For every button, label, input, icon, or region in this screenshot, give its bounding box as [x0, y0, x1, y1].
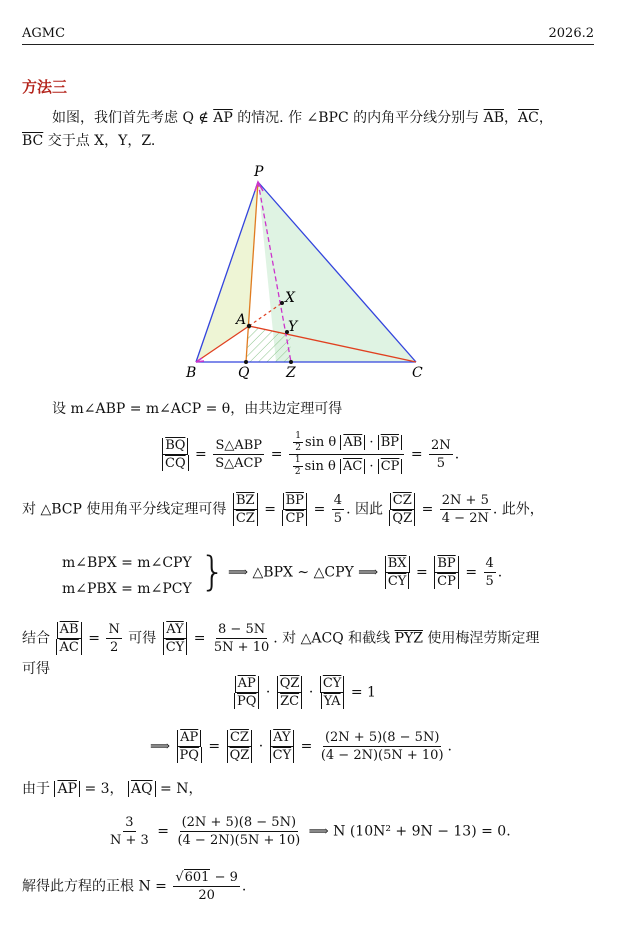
- header-right: 2026.2: [548, 26, 594, 41]
- step1-text: 设 m∠ABP = m∠ACP = θ，由共边定理可得: [52, 401, 343, 417]
- segment-ac: $\overline{AC}$: [518, 110, 539, 126]
- label-b: B: [186, 365, 197, 381]
- point-q: [244, 360, 248, 364]
- point-x: [280, 301, 284, 305]
- fraction-bq-cq: $\frac{\overline{BQ}}{CQ}$: [162, 438, 189, 471]
- fraction-area: $\frac{\text{S△ABP}}{\text{S△ACP}}$: [215, 438, 263, 471]
- intro-text: 如图，我们首先考虑 Q ∉: [52, 110, 209, 126]
- step4-line: 结合 $\frac{\overline{AB}}{AC}$ = $\frac{N}{2}$ 可得 $\frac{\overline{AY}}{CY}$ = $\frac{8 - 5N}{5N + 10}$ . 对 △ACQ 和截线 $\overline{PYZ}$ 使用梅涅劳斯定理: [22, 622, 540, 655]
- label-z: Z: [286, 365, 296, 381]
- step6-line: 由于 $\overline{AP} = 3$， $\overline{AQ} = N$，: [22, 781, 203, 797]
- brace-icon: }: [200, 549, 226, 595]
- point-z: [289, 360, 293, 364]
- page-header: [22, 26, 594, 45]
- label-x: X: [285, 290, 295, 306]
- conclusion: 解得此方程的正根 N = $\frac{√601 - 9}{20}$ .: [22, 870, 247, 903]
- step4-line-2: 可得: [22, 661, 50, 677]
- point-a: [247, 324, 251, 328]
- segment-ap: $\overline{AP}$: [213, 110, 233, 126]
- intro-line-2: [22, 132, 155, 150]
- fraction-result: $\frac{2N}{5}$: [431, 438, 451, 471]
- label-q: Q: [238, 365, 250, 381]
- geometry-figure: [180, 160, 440, 385]
- label-c: C: [412, 365, 423, 381]
- step3-system: m∠BPX = m∠CPY m∠PBX = m∠PCY: [62, 555, 192, 597]
- intro-text: 的情况. 作 ∠BPC 的内角平分线分别与: [237, 110, 480, 126]
- label-p: P: [254, 164, 264, 180]
- segment-ab: $\overline{AB}$: [483, 110, 504, 126]
- step2-line: 对 △BCP 使用角平分线定理可得 $\frac{\overline{BZ}}{CZ}$ = $\frac{\overline{BP}}{CP}$ = $\frac{4}{5}$ . 因此 $\frac{\overline{CZ}}{QZ}$ = $\frac{2N + 5}{4 - 2N}$ . 此外，: [22, 493, 544, 526]
- label-a: A: [236, 312, 247, 328]
- fraction-answer: $\frac{√601 - 9}{20}$: [175, 870, 238, 903]
- step5-equation: ⟹ $\frac{\overline{AP}}{PQ}$ = $\frac{\overline{CZ}}{QZ}$ · $\frac{\overline{AY}}{CY}$ = $\frac{(2N + 5)(8 - 5N)}{(4 - 2N)(5N + 10)}$ .: [150, 730, 452, 763]
- step7-equation: $\frac{3}{N + 3}$ = $\frac{(2N + 5)(8 - 5N)}{(4 - 2N)(5N + 10)}$ ⟹ N (10N² + 9N − 13) = 0.: [110, 815, 511, 848]
- intro-line-1: 如图，我们首先考虑 Q ∉ $\overline{AP}$ 的情况. 作 ∠BPC 的内角平分线分别与 $\overline{AB}$，$\overline{AC}$，: [52, 110, 553, 126]
- segment-bc: $\overline{BC}$: [22, 133, 44, 149]
- header-left: AGMC: [22, 26, 66, 41]
- menelaus-equation: $\frac{\overline{AP}}{PQ}$ · $\frac{\overline{QZ}}{ZC}$ · $\frac{\overline{CY}}{YA}$ = 1: [232, 676, 376, 709]
- intro-text: 交于点 X，Y，Z.: [47, 133, 156, 149]
- equation-1: $\frac{\overline{BQ}}{CQ}$ = $\frac{\text{S△ABP}}{\text{S△ACP}}$ = $\frac{1}{2}$ sin θ $\overline{AB} \cdot \overline{BP}$ $\frac{1}{2}$ sin θ $\overline{AC} \cdot \overline{CP}$ = $\frac{2N}{5}$ .: [160, 432, 459, 477]
- label-y: Y: [288, 319, 298, 335]
- fraction-sine: $\frac{1}{2}$ sin θ $\overline{AB} \cdot \overline{BP}$ $\frac{1}{2}$ sin θ $\overline{AC} \cdot \overline{CP}$: [289, 432, 405, 477]
- section-title: 方法三: [22, 78, 68, 96]
- step3-result: ⟹ △BPX ∼ △CPY ⟹ $\frac{\overline{BX}}{CY}$ = $\frac{\overline{BP}}{CP}$ = $\frac{4}{5}$ .: [228, 556, 503, 589]
